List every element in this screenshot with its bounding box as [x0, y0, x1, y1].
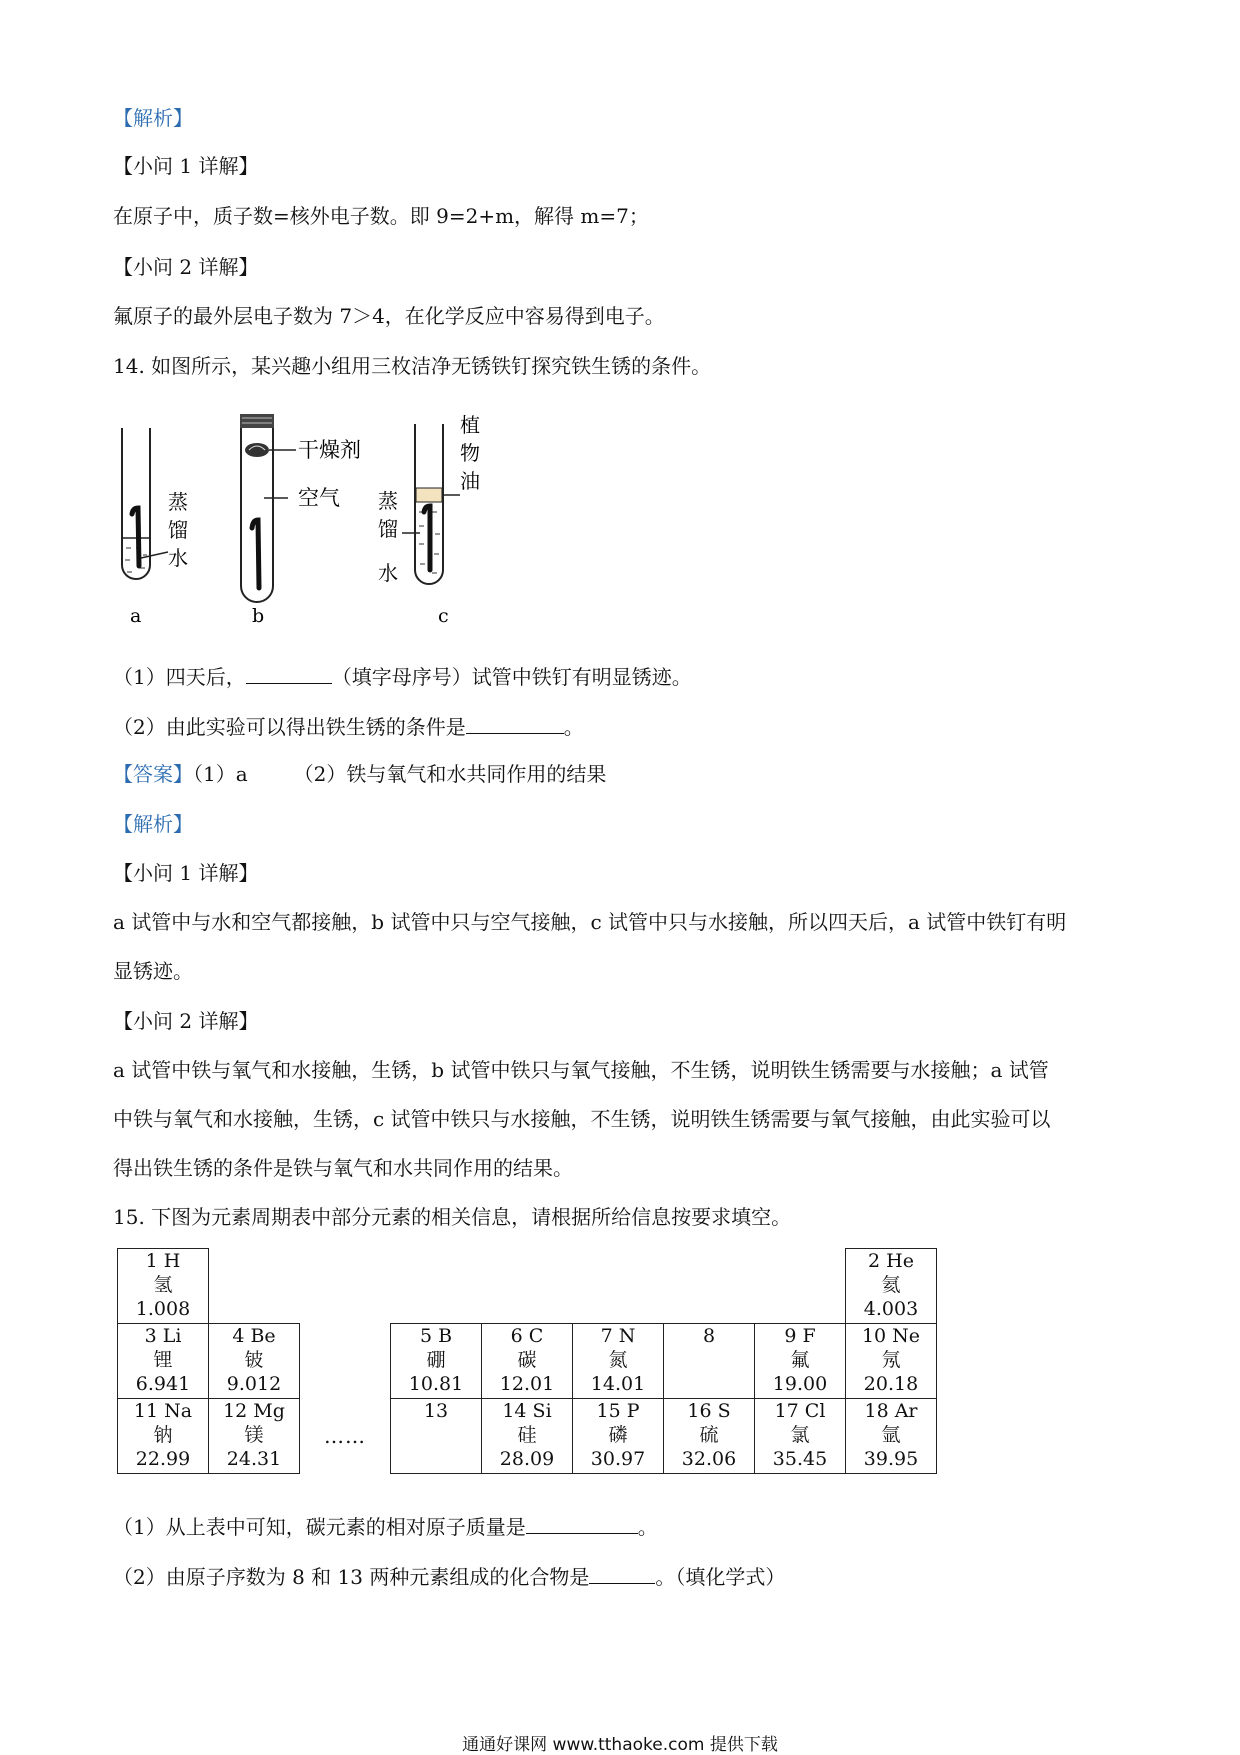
sub-question-2-heading: 【小问 2 详解】: [113, 1009, 259, 1033]
analysis-text: a 试管中与水和空气都接触，b 试管中只与空气接触，c 试管中只与水接触，所以四天后，a 试管中铁钉有明: [113, 910, 1067, 934]
oil-layer: [416, 488, 442, 502]
svg-text:水: 水: [168, 548, 188, 570]
element-cell-13: 13: [391, 1399, 482, 1474]
element-cell-c: 6 C 碳 12.01: [482, 1324, 573, 1399]
iron-nail: [252, 520, 259, 588]
test-tube-figure: [112, 408, 532, 640]
periodic-table: [117, 1248, 937, 1474]
iron-nail: [424, 506, 430, 570]
desiccant-pack: [245, 443, 269, 457]
answer-blank[interactable]: [466, 711, 564, 734]
vegetable-oil-label: 植: [460, 415, 480, 437]
iron-nail: [132, 508, 139, 566]
sub-question-1-heading: 【小问 1 详解】: [113, 154, 259, 178]
answer-blank[interactable]: [526, 1511, 638, 1534]
element-cell-ar: 18 Ar 氩 39.95: [846, 1399, 937, 1474]
svg-text:馏: 馏: [378, 519, 398, 541]
analysis-text: 中铁与氧气和水接触，生锈，c 试管中铁只与水接触，不生锈，说明铁生锈需要与氧气接触，由此实验可以: [113, 1107, 1051, 1131]
analysis-text: 得出铁生锈的条件是铁与氧气和水共同作用的结果。: [113, 1156, 573, 1180]
distilled-water-label: 蒸: [168, 492, 188, 514]
element-cell-f: 9 F 氟 19.00: [755, 1324, 846, 1399]
element-cell-si: 14 Si 硅 28.09: [482, 1399, 573, 1474]
svg-text:油: 油: [460, 471, 480, 493]
analysis-text: 显锈迹。: [113, 959, 193, 983]
element-cell-be: 4 Be 铍 9.012: [209, 1324, 300, 1399]
element-cell-he: 2 He 氦 4.003: [846, 1249, 937, 1324]
answer-blank[interactable]: [589, 1561, 655, 1584]
analysis-text: a 试管中铁与氧气和水接触，生锈，b 试管中铁只与氧气接触，不生锈，说明铁生锈需要与水接触；a 试管: [113, 1058, 1049, 1082]
analysis-heading: 【解析】: [113, 106, 193, 130]
sub-question-2-heading: 【小问 2 详解】: [113, 255, 259, 279]
question-14-part-1: （1）四天后， （填字母序号）试管中铁钉有明显锈迹。: [113, 661, 692, 692]
analysis-text: 在原子中，质子数=核外电子数。即 9=2+m，解得 m=7；: [113, 204, 649, 228]
element-cell-n: 7 N 氮 14.01: [573, 1324, 664, 1399]
tube-a: [122, 428, 188, 627]
element-cell-cl: 17 Cl 氯 35.45: [755, 1399, 846, 1474]
element-cell-ne: 10 Ne 氖 20.18: [846, 1324, 937, 1399]
question-15-part-2: （2）由原子序数为 8 和 13 两种元素组成的化合物是 。（填化学式）: [113, 1561, 785, 1592]
question-15-part-1: （1）从上表中可知，碳元素的相对原子质量是 。: [113, 1511, 658, 1542]
distilled-water-label: 蒸: [378, 491, 398, 513]
tube-b-label: b: [252, 605, 265, 627]
sub-question-1-heading: 【小问 1 详解】: [113, 861, 259, 885]
tube-c: [378, 414, 480, 627]
answer-blank[interactable]: [246, 661, 332, 684]
page-footer: 通通好课网 www.tthaoke.com 提供下载: [462, 1735, 778, 1755]
element-cell-8: 8: [664, 1324, 755, 1399]
analysis-text: 氟原子的最外层电子数为 7＞4，在化学反应中容易得到电子。: [113, 304, 665, 328]
svg-text:物: 物: [460, 443, 480, 465]
element-cell-p: 15 P 磷 30.97: [573, 1399, 664, 1474]
air-label: 空气: [298, 487, 340, 510]
element-cell-mg: 12 Mg 镁 24.31: [209, 1399, 300, 1474]
question-14-part-2: （2）由此实验可以得出铁生锈的条件是 。: [113, 711, 584, 742]
desiccant-label: 干燥剂: [298, 439, 361, 462]
question-15-stem: 15. 下图为元素周期表中部分元素的相关信息，请根据所给信息按要求填空。: [113, 1205, 792, 1229]
tube-c-label: c: [438, 605, 449, 627]
element-cell-h: 1 H 氢 1.008: [118, 1249, 209, 1324]
element-cell-s: 16 S 硫 32.06: [664, 1399, 755, 1474]
answer-line: 【答案】（1）a （2）铁与氧气和水共同作用的结果: [113, 762, 607, 786]
element-cell-b: 5 B 硼 10.81: [391, 1324, 482, 1399]
analysis-heading: 【解析】: [113, 812, 193, 836]
ellipsis: ……: [324, 1424, 366, 1448]
stopper: [240, 414, 274, 428]
element-cell-na: 11 Na 钠 22.99: [118, 1399, 209, 1474]
answer-tag: 【答案】: [113, 762, 193, 786]
svg-text:馏: 馏: [168, 520, 188, 542]
question-14-stem: 14. 如图所示，某兴趣小组用三枚洁净无锈铁钉探究铁生锈的条件。: [113, 354, 712, 378]
tube-b: [240, 414, 361, 627]
tube-a-label: a: [130, 605, 142, 627]
element-cell-li: 3 Li 锂 6.941: [118, 1324, 209, 1399]
svg-text:水: 水: [378, 563, 398, 585]
